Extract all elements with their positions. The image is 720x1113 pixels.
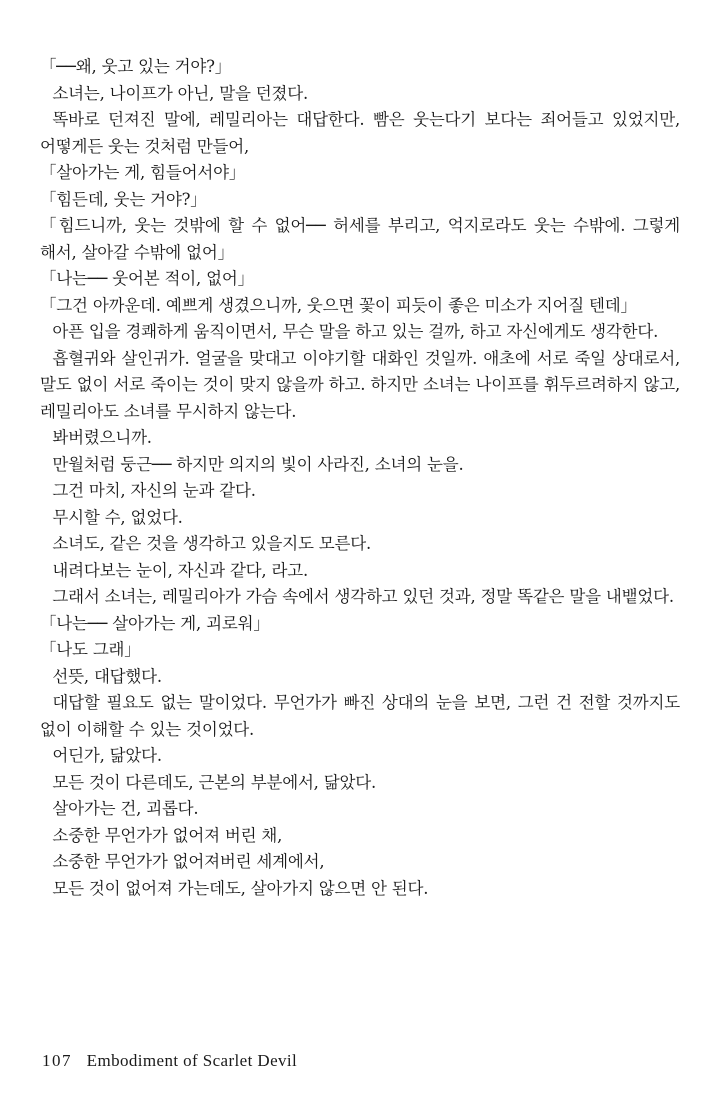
paragraph: 살아가는 건, 괴롭다. bbox=[52, 799, 199, 818]
paragraph: 어딘가, 닮았다. bbox=[52, 746, 162, 765]
paragraph: 흡혈귀와 살인귀가. 얼굴을 맞대고 이야기할 대화인 것일까. 애초에 서로 죽일 상대로서, 말도 없이 서로 죽이는 것이 맞지 않을까 하고. 하지만 소녀는 나이프를 휘두르려하지 않고, 레밀리아도 소녀를 무시하지 않는다. bbox=[40, 348, 680, 421]
paragraph: 소중한 무언가가 없어져 버린 채, bbox=[52, 825, 283, 845]
paragraph: 소녀도, 같은 것을 생각하고 있을지도 모른다. bbox=[52, 534, 371, 553]
paragraph: 「나는── 웃어본 적이, 없어」 bbox=[40, 269, 254, 288]
paragraph: 「나는── 살아가는 게, 괴로워」 bbox=[40, 613, 270, 633]
paragraph: 「──왜, 웃고 있는 거야?」 bbox=[40, 57, 232, 76]
paragraph: 「나도 그래」 bbox=[40, 640, 141, 659]
book-title: Embodiment of Scarlet Devil bbox=[86, 1051, 298, 1070]
paragraph: 「그건 아까운데. 예쁘게 생겼으니까, 웃으면 꽃이 피듯이 좋은 미소가 지어질 텐데」 bbox=[40, 295, 637, 315]
paragraph: 대답할 필요도 없는 말이었다. 무언가가 빠진 상대의 눈을 보면, 그런 건 전할 것까지도 없이 이해할 수 있는 것이었다. bbox=[40, 693, 680, 739]
paragraph: 그건 마치, 자신의 눈과 같다. bbox=[52, 481, 256, 500]
paragraph: 봐버렸으니까. bbox=[52, 428, 152, 447]
paragraph: 만월처럼 둥근── 하지만 의지의 빛이 사라진, 소녀의 눈을. bbox=[52, 454, 464, 474]
paragraph: 「살아가는 게, 힘들어서야」 bbox=[40, 163, 246, 182]
paragraph: 소중한 무언가가 없어져버린 세계에서, bbox=[52, 852, 325, 871]
paragraph: 무시할 수, 없었다. bbox=[52, 507, 183, 527]
paragraph: 소녀는, 나이프가 아닌, 말을 던졌다. bbox=[52, 83, 309, 103]
paragraph: 「힘드니까, 웃는 것밖에 할 수 없어── 허세를 부리고, 억지로라도 웃는 수밖에. 그렇게 해서, 살아갈 수밖에 없어」 bbox=[40, 216, 680, 262]
page-footer bbox=[42, 1051, 297, 1071]
paragraph: 그래서 소녀는, 레밀리아가 가슴 속에서 생각하고 있던 것과, 정말 똑같은 말을 내뱉었다. bbox=[52, 587, 674, 606]
paragraph: 내려다보는 눈이, 자신과 같다, 라고. bbox=[52, 560, 309, 580]
page-number: 107 bbox=[42, 1051, 72, 1070]
body-text bbox=[40, 54, 680, 902]
paragraph: 모든 것이 없어져 가는데도, 살아가지 않으면 안 된다. bbox=[52, 878, 429, 898]
paragraph: 모든 것이 다른데도, 근본의 부분에서, 닮았다. bbox=[52, 772, 377, 792]
paragraph: 「힘든데, 웃는 거야?」 bbox=[40, 189, 207, 209]
paragraph: 아픈 입을 경쾌하게 움직이면서, 무슨 말을 하고 있는 걸까, 하고 자신에게도 생각한다. bbox=[52, 322, 659, 341]
paragraph: 선뜻, 대답했다. bbox=[52, 666, 162, 686]
paragraph: 똑바로 던져진 말에, 레밀리아는 대답한다. 빰은 웃는다기 보다는 죄어들고 있었지만, 어떻게든 웃는 것처럼 만들어, bbox=[40, 110, 680, 156]
